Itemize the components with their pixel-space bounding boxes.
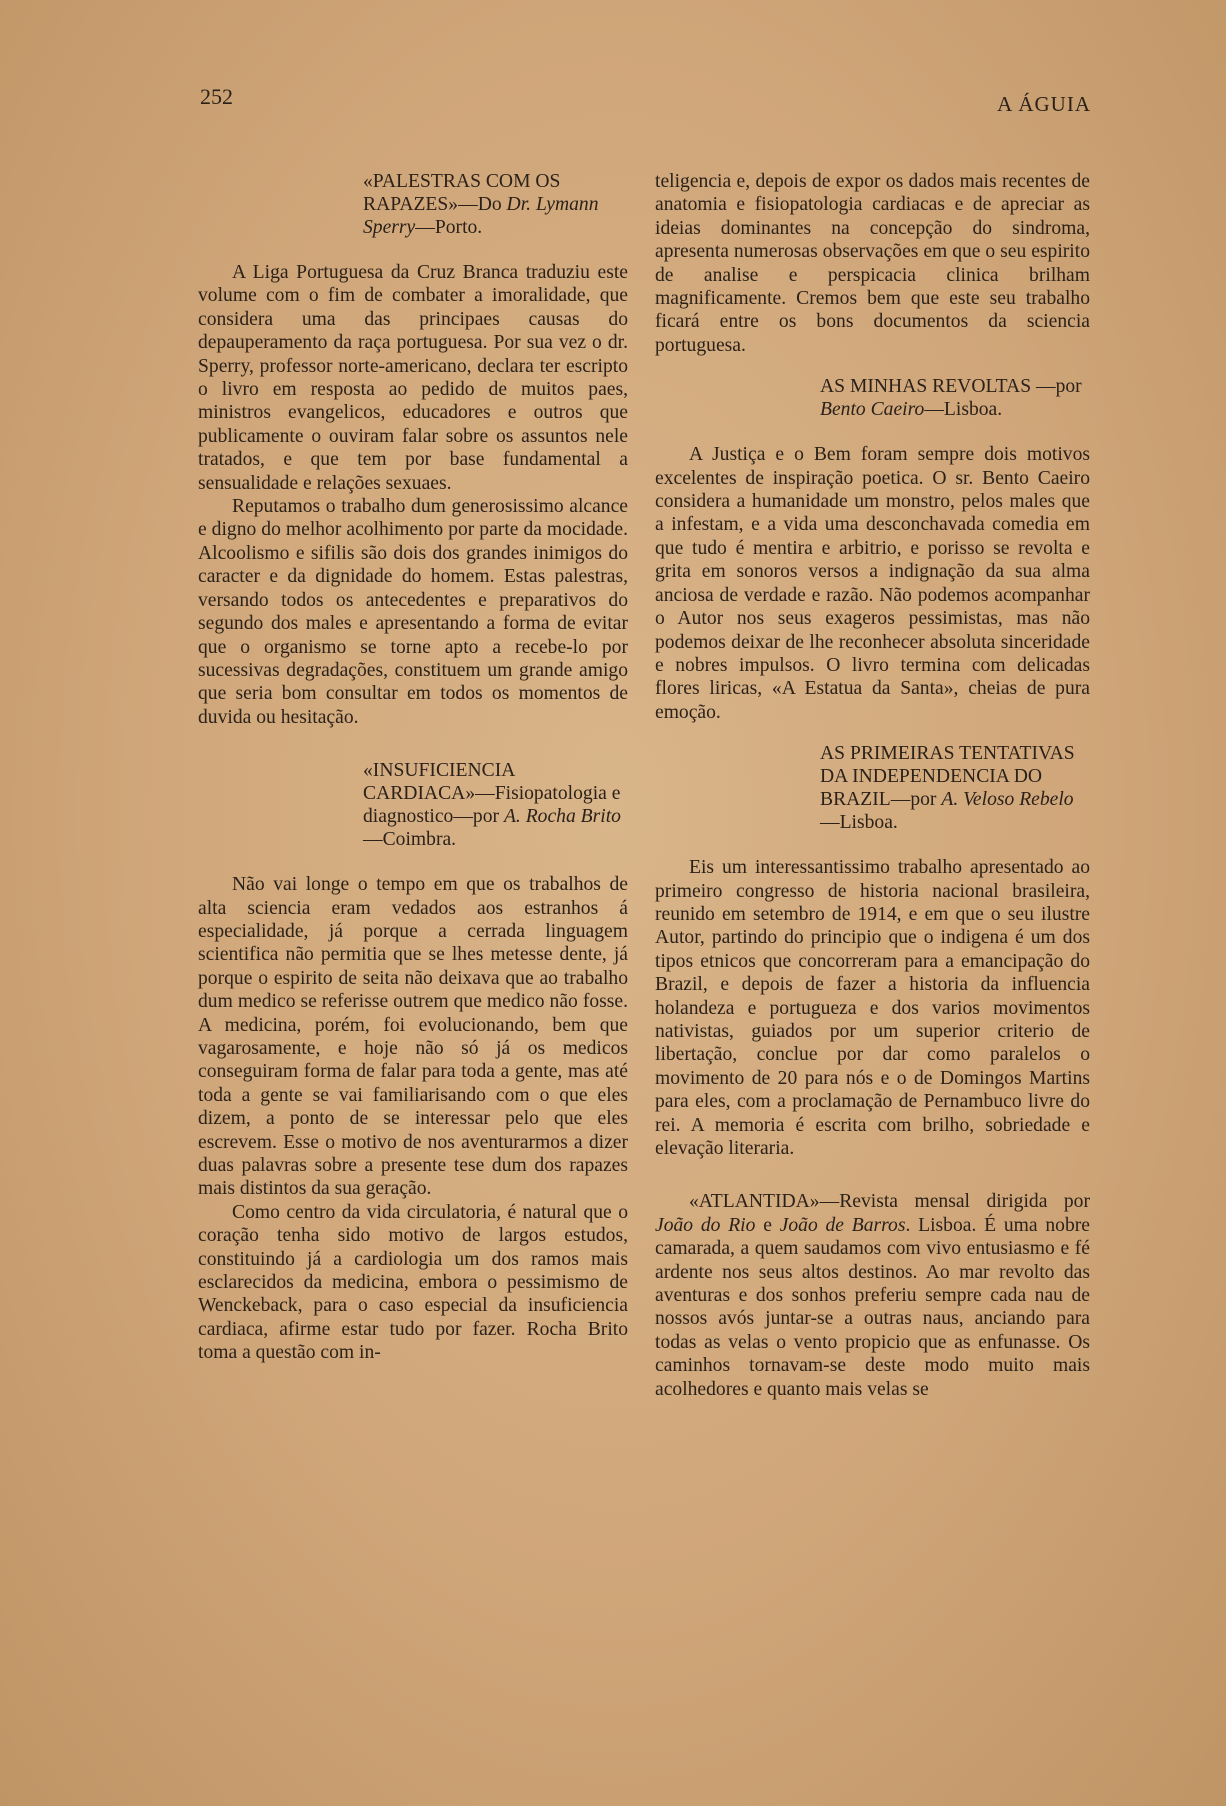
review-heading — [198, 170, 628, 239]
paragraph: Não vai longe o tempo em que os trabalhos de alta sciencia eram vedados aos estranhos á especialidade, já porque a cerrada linguagem scientifica não permitia que se lhes metesse dente, já porque o espirito de seita não deixava que ao trabalho dum medico se referisse outrem que medico não fosse. A medicina, porém, foi evolucionando, bem que vagarosamente, e hoje não só já os medicos conseguiram forma de falar para toda a gente, mas até toda a gente se vai familiarisando com o que eles dizem, a ponto de se interessar pelo que eles escrevem. Esse o motivo de nos aventurarmos a dizer duas palavras sobre a presente tese dum dos rapazes mais distintos da sua geração. — [198, 874, 628, 1200]
review-insuficiencia — [198, 759, 628, 1365]
heading-text: «INSUFICIENCIA CARDIACA»—Fisiopatologia e diagnostico—por — [363, 760, 621, 828]
review-body — [198, 261, 628, 729]
heading-place: —Porto. — [415, 217, 483, 238]
review-body-continued — [655, 170, 1090, 357]
author-name: Dr. Lymann Sperry — [363, 194, 599, 238]
author-name: A. Veloso Rebelo — [941, 789, 1074, 811]
review-heading — [655, 742, 1090, 834]
running-head: A ÁGUIA — [997, 92, 1091, 116]
review-body — [655, 856, 1090, 1160]
editor-name: João do Rio — [655, 1214, 756, 1236]
heading-place: —Coimbra. — [363, 829, 457, 851]
review-heading — [198, 759, 628, 851]
heading-place: —Lisboa. — [820, 812, 898, 834]
review-minhas-revoltas — [655, 375, 1090, 724]
editor-name: João de Barros — [779, 1214, 906, 1236]
paragraph: Reputamos o trabalho dum generosissimo alcance e digno do melhor acolhimento por parte da mocidade. Alcoolismo e sifilis são dois dos grandes inimigos do caracter e da dignidade do homem. Estas palestras, versando todos os antecedentes e preparativos do segundo dos males e apresentando a forma de evitar que o organismo se torne apto a recebe-lo por sucessivas degradações, constituem um grande amigo que seria bom consultar em todos os momentos de duvida ou hesitação. — [198, 496, 628, 728]
review-text: É uma nobre camarada, a quem saudamos com vivo entusiasmo e fé ardente nos seus altos destinos. Ao mar revolto das aventuras e dos sonhos preferiu sempre cada nau de nossos avós juntar-se a outras naus, anciando para todas as velas o vento propicio que as enfunasse. Os caminhos tornavam-se deste modo muito mais acolhedores e quanto mais velas se — [655, 1214, 1090, 1400]
review-heading — [655, 375, 1090, 421]
paragraph: teligencia e, depois de expor os dados mais recentes de anatomia e fisiopatologia cardiacas e de apreciar as ideias dominantes na concepção do sindroma, apresenta numerosas observações em que o seu espirito de analise e perspicacia clinica brilham magnificamente. Cremos bem que este seu trabalho ficará entre os bons documentos da sciencia portuguesa. — [655, 171, 1090, 356]
review-primeiras-tentativas — [655, 742, 1090, 1160]
inline-heading-paragraph — [655, 1190, 1090, 1401]
paragraph: Eis um interessantissimo trabalho apresentado ao primeiro congresso de historia nacional brasileira, reunido em setembro de 1914, e em que o seu ilustre Autor, partindo do principio que o indigena é um dos tipos etnicos que concorreram para a emancipação do Brazil, e depois de fazer a historia da influencia holandeza e portugueza e dos varios movimentos nativistas, guiados por um superior criterio de libertação, conclue por dar como paralelos o movimento de 20 para nós e o de Domingos Martins para eles, com a proclamação de Pernambuco livre do rei. A memoria é escrita com brilho, sobriedade e elevação literaria. — [655, 857, 1090, 1159]
paragraph: A Liga Portuguesa da Cruz Branca traduziu este volume com o fim de combater a imoralidade, que considera uma das principaes causas do depauperamento da raça portuguesa. Por sua vez o dr. Sperry, professor norte-americano, declara ter escripto o livro em resposta ao pedido de muitos paes, ministros evangelicos, educadores e outros que publicamente o ouviram falar sobre os assuntos nele tratados, e que tem por base fundamental a sensualidade e relações sexuaes. — [198, 262, 628, 494]
paragraph: A Justiça e o Bem foram sempre dois motivos excelentes de inspiração poetica. O sr. Bento Caeiro considera a humanidade um monstro, pelos males que a infestam, e a vida uma desconchavada comedia em que tudo é mentira e arbitrio, e porisso se revolta e grita em sonoros versos a indignação da sua alma anciosa de verdade e razão. Não podemos acompanhar o Autor nos seus exageros pessimistas, mas não podemos deixar de lhe reconhecer absoluta sinceridade e nobres impulsos. O livro termina com delicadas flores liricas, «A Estatua da Santa», cheias de pura emoção. — [655, 444, 1090, 723]
left-column — [198, 170, 628, 1365]
right-column — [655, 170, 1090, 1401]
heading-place: . Lisboa. — [905, 1214, 985, 1236]
review-body — [198, 873, 628, 1365]
paragraph: Como centro da vida circulatoria, é natural que o coração tenha sido motivo de largos estudos, constituindo já a cardiologia um dos ramos mais esclarecidos da medicina, embora o pessimismo de Wenckeback, para o caso especial da insuficiencia cardiaca, afirme estar tudo por fazer. Rocha Brito toma a questão com in- — [198, 1201, 628, 1364]
author-name: A. Rocha Brito — [503, 806, 621, 828]
conjunction: e — [755, 1214, 780, 1236]
review-palestras — [198, 170, 628, 729]
review-atlantida — [655, 1190, 1090, 1401]
author-name: Bento Caeiro — [820, 399, 925, 421]
page-number: 252 — [200, 84, 233, 109]
heading-text: AS MINHAS REVOLTAS —por — [820, 376, 1082, 398]
heading-place: —Lisboa. — [924, 399, 1003, 421]
heading-text: AS PRIMEIRAS TENTATIVAS DA INDEPENDENCIA DO BRAZIL—por — [820, 743, 1075, 811]
heading-text: «PALESTRAS COM OS RAPAZES»—Do — [363, 171, 561, 215]
heading-text: «ATLANTIDA»—Revista mensal dirigida por — [689, 1191, 1090, 1213]
review-body — [655, 443, 1090, 724]
